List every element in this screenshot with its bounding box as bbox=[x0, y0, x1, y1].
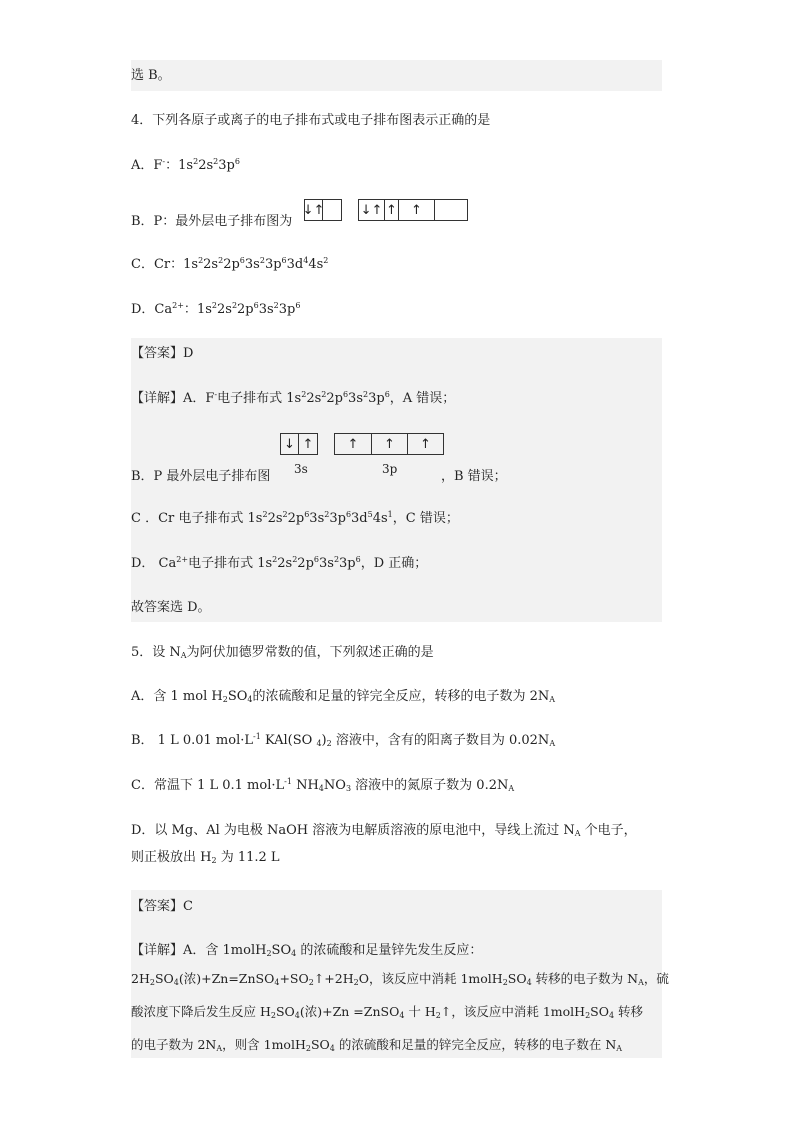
config bbox=[248, 511, 393, 526]
q5-option-c bbox=[131, 776, 514, 796]
text: A．含 1 mol H bbox=[131, 689, 223, 704]
q4-detail-c bbox=[131, 509, 459, 529]
q4-stem: 4．下列各原子或离子的电子排布式或电子排布图表示正确的是 bbox=[131, 113, 491, 128]
exp: 2 bbox=[301, 390, 307, 399]
s: A bbox=[216, 1044, 223, 1053]
orbital-cell bbox=[399, 200, 435, 220]
text: 【详解】A．含 1molH bbox=[131, 943, 267, 958]
orb: 3p bbox=[368, 391, 385, 406]
sub: A bbox=[549, 695, 556, 704]
q5-detail-2 bbox=[131, 969, 669, 989]
sub: 4 bbox=[247, 695, 253, 704]
s: 2 bbox=[305, 1044, 311, 1053]
label: A．F bbox=[131, 158, 163, 173]
orb: 1s bbox=[178, 158, 194, 173]
exp: 2 bbox=[231, 301, 238, 310]
text: SO bbox=[227, 689, 248, 704]
exp: 6 bbox=[281, 256, 287, 265]
q4-detail-a bbox=[131, 389, 455, 409]
text: 则正极放出 H bbox=[131, 850, 212, 865]
exp: 4 bbox=[303, 256, 309, 265]
exp: 2 bbox=[198, 256, 204, 265]
t: ↑+2H bbox=[313, 971, 354, 986]
orb: 3s bbox=[244, 257, 260, 272]
sub: 4 bbox=[291, 949, 297, 958]
exp: 2 bbox=[218, 256, 224, 265]
orbital-cell bbox=[385, 200, 399, 220]
s: A bbox=[616, 1044, 623, 1053]
s: 2 bbox=[585, 1011, 591, 1020]
sub: 4 bbox=[318, 784, 324, 793]
orb: 2p bbox=[297, 556, 314, 571]
label: 【详解】A．F bbox=[131, 391, 215, 406]
orb: 2s bbox=[267, 511, 283, 526]
t: 十 H bbox=[404, 1004, 436, 1019]
q3-conclusion: 选 B。 bbox=[131, 68, 171, 83]
t: 转移 bbox=[614, 1004, 644, 1019]
orb: 3p bbox=[329, 511, 346, 526]
orb: 1s bbox=[247, 511, 263, 526]
text: 5．设 N bbox=[131, 645, 181, 660]
orb: 2p bbox=[237, 302, 254, 317]
text: 个电子， bbox=[580, 823, 637, 838]
text: 溶液中的氮原子数为 0.2N bbox=[351, 778, 509, 793]
orb: 3p bbox=[339, 556, 356, 571]
up-arrow-icon: ↑ bbox=[313, 202, 325, 218]
text: 为阿伏加德罗常数的值，下列叙述正确的是 bbox=[186, 645, 434, 660]
sup: -1 bbox=[284, 777, 292, 786]
orbital-box-3s bbox=[304, 199, 342, 221]
up-arrow-icon: ↑ bbox=[420, 436, 431, 452]
t: SO bbox=[275, 1004, 295, 1019]
orb: 3s bbox=[258, 302, 274, 317]
orb: 2s bbox=[203, 257, 219, 272]
orb: 3d bbox=[351, 511, 368, 526]
ion-charge: - bbox=[214, 390, 218, 399]
orb: 2s bbox=[198, 158, 214, 173]
exp: 2 bbox=[272, 555, 278, 564]
orb: 3d bbox=[286, 257, 304, 272]
config bbox=[286, 391, 390, 406]
t: ，硫 bbox=[643, 971, 669, 986]
orb: 2s bbox=[216, 302, 232, 317]
q4-detail-b-end: ，B 错误； bbox=[441, 469, 507, 484]
q5-detail-4 bbox=[131, 1035, 622, 1055]
t: SO bbox=[310, 1037, 330, 1052]
text: 的浓硫酸和足量的锌完全反应，转移的电子数为 2N bbox=[252, 689, 550, 704]
orbital-cell bbox=[335, 434, 372, 454]
q4-option-b: B．P：最外层电子排布图为 bbox=[131, 214, 293, 229]
exp: 6 bbox=[304, 510, 310, 519]
t: +SO bbox=[279, 971, 309, 986]
ion-charge: - bbox=[162, 157, 166, 166]
orbital-cell-empty bbox=[323, 200, 341, 220]
exp: 6 bbox=[234, 157, 240, 166]
exp: 6 bbox=[355, 555, 361, 564]
q5-stem bbox=[131, 643, 434, 663]
s: 2 bbox=[353, 978, 359, 987]
t: 2H bbox=[131, 971, 150, 986]
s: 4 bbox=[526, 978, 532, 987]
label: D． Ca bbox=[131, 556, 177, 571]
s: 2 bbox=[435, 1011, 441, 1020]
sub: A bbox=[549, 739, 556, 748]
orb: 3s bbox=[348, 391, 363, 406]
orb: 1s bbox=[257, 556, 273, 571]
exp: 6 bbox=[342, 390, 349, 399]
label-3s: 3s bbox=[294, 462, 308, 476]
orb: 4s bbox=[308, 257, 324, 272]
orb: 3p bbox=[264, 257, 282, 272]
q4-detail-d bbox=[131, 554, 427, 574]
s: A bbox=[638, 978, 644, 987]
sub: A bbox=[508, 784, 515, 793]
orb: 2p bbox=[287, 511, 305, 526]
detail-orbital-box-3p bbox=[334, 433, 444, 455]
exp: 5 bbox=[367, 510, 373, 519]
orbital-cell bbox=[408, 434, 443, 454]
q4-d-config bbox=[197, 302, 301, 317]
q5-option-a bbox=[131, 687, 555, 707]
t: O，该反应中消耗 1molH bbox=[358, 971, 503, 986]
s: 4 bbox=[274, 978, 280, 987]
config bbox=[257, 556, 361, 571]
orbital-box-3p bbox=[358, 199, 468, 221]
sub: 2 bbox=[211, 856, 217, 865]
exp: 6 bbox=[345, 510, 352, 519]
t: 的电子数为 2N bbox=[131, 1037, 217, 1052]
text: 的浓硫酸和足量锌先发生反应： bbox=[296, 943, 483, 958]
text: ) bbox=[321, 733, 327, 748]
ion-charge: 2+ bbox=[172, 301, 184, 310]
t: SO bbox=[590, 1004, 609, 1019]
exp: 2 bbox=[282, 510, 288, 519]
s: 2 bbox=[308, 978, 314, 987]
exp: 1 bbox=[387, 510, 393, 519]
exp: 6 bbox=[384, 390, 390, 399]
q4-detail-b: B．P 最外层电子排布图 bbox=[131, 469, 271, 484]
t: ↑，该反应中消耗 1molH bbox=[440, 1004, 586, 1019]
s: 2 bbox=[270, 1011, 276, 1020]
colon: ： bbox=[183, 302, 197, 317]
s: 4 bbox=[399, 1011, 405, 1020]
text: SO bbox=[271, 943, 292, 958]
t: SO bbox=[154, 971, 174, 986]
orbital-cell bbox=[302, 200, 325, 220]
s: 4 bbox=[608, 1011, 615, 1020]
q4-option-a bbox=[131, 156, 240, 176]
sub: 4 bbox=[316, 739, 322, 748]
q4-c-config bbox=[183, 257, 328, 272]
t: SO bbox=[507, 971, 527, 986]
exp: 6 bbox=[295, 301, 301, 310]
orbital-cell bbox=[299, 434, 317, 454]
t: ，则含 1molH bbox=[222, 1037, 306, 1052]
orb: 3p bbox=[218, 158, 235, 173]
sub: 3 bbox=[345, 784, 352, 793]
text: C．常温下 1 L 0.1 mol·L bbox=[131, 778, 285, 793]
detail-orbital-box-3s bbox=[280, 433, 318, 455]
exp: 2 bbox=[292, 555, 298, 564]
down-arrow-icon: ↓ bbox=[302, 202, 314, 218]
q4-a-config bbox=[178, 158, 240, 173]
orb: 2s bbox=[277, 556, 293, 571]
exp: 6 bbox=[313, 555, 319, 564]
t: (浓)+Zn =ZnSO bbox=[299, 1004, 400, 1019]
exp: 2 bbox=[262, 510, 268, 519]
q4-conclusion: 故答案选 D。 bbox=[131, 600, 211, 615]
t: (浓)+Zn=ZnSO bbox=[178, 971, 275, 986]
orb: 2s bbox=[306, 391, 322, 406]
orb: 1s bbox=[196, 302, 212, 317]
orbital-cell bbox=[281, 434, 299, 454]
text: 为 11.2 L bbox=[216, 850, 280, 865]
sup: -1 bbox=[253, 732, 261, 741]
up-arrow-icon: ↑ bbox=[411, 202, 422, 218]
orb: 3s bbox=[309, 511, 325, 526]
exp: 2 bbox=[333, 555, 340, 564]
label: C．Cr： bbox=[131, 257, 184, 272]
exp: 2 bbox=[273, 301, 279, 310]
q5-detail-1 bbox=[131, 941, 482, 961]
q4-answer: 【答案】D bbox=[131, 346, 194, 361]
text: 溶液中，含有的阳离子数目为 0.02N bbox=[331, 733, 550, 748]
orb: 2p bbox=[326, 391, 343, 406]
q5-option-d-line1 bbox=[131, 821, 637, 841]
up-arrow-icon: ↑ bbox=[302, 436, 314, 452]
text: ，C 错误； bbox=[392, 511, 459, 526]
s: 4 bbox=[173, 978, 179, 987]
colon: ： bbox=[165, 158, 179, 173]
text: NO bbox=[323, 778, 346, 793]
s: 2 bbox=[149, 978, 155, 987]
sub: 2 bbox=[266, 949, 272, 958]
orb: 3p bbox=[278, 302, 296, 317]
q5-detail-3 bbox=[131, 1002, 643, 1022]
exp: 2 bbox=[211, 301, 217, 310]
text: KAl(SO bbox=[260, 733, 317, 748]
s: 4 bbox=[329, 1044, 335, 1053]
sub: 2 bbox=[326, 739, 332, 748]
up-arrow-icon: ↑ bbox=[371, 202, 383, 218]
t: 酸浓度下降后发生反应 H bbox=[131, 1004, 271, 1019]
q5-option-b bbox=[131, 731, 555, 751]
down-arrow-icon: ↓ bbox=[284, 436, 295, 452]
up-arrow-icon: ↑ bbox=[347, 436, 359, 452]
text: B． 1 L 0.01 mol·L bbox=[131, 733, 254, 748]
orb: 2p bbox=[223, 257, 240, 272]
exp: 6 bbox=[239, 256, 245, 265]
exp: 2 bbox=[321, 390, 327, 399]
orbital-cell bbox=[372, 434, 408, 454]
exp: 2 bbox=[193, 157, 199, 166]
t: 的浓硫酸和足量的锌完全反应，转移的电子数在 N bbox=[334, 1037, 617, 1052]
label-3p: 3p bbox=[382, 462, 398, 476]
orb: 1s bbox=[183, 257, 199, 272]
sub: A bbox=[574, 829, 581, 838]
text: ，A 错误； bbox=[389, 391, 456, 406]
exp: 2 bbox=[213, 157, 219, 166]
sub: A bbox=[180, 651, 187, 660]
text: D．以 Mg、Al 为电极 NaOH 溶液为电解质溶液的原电池中，导线上流过 N bbox=[131, 823, 575, 838]
text: ，D 正确； bbox=[360, 556, 428, 571]
exp: 2 bbox=[259, 256, 265, 265]
orb: 1s bbox=[286, 391, 302, 406]
label: D．Ca bbox=[131, 302, 173, 317]
s: 4 bbox=[294, 1011, 300, 1020]
q4-option-c bbox=[131, 255, 328, 275]
shade-q3-tail bbox=[131, 60, 662, 91]
text: 电子排布式 bbox=[188, 556, 258, 571]
up-arrow-icon: ↑ bbox=[386, 202, 397, 218]
q4-option-d bbox=[131, 300, 300, 320]
exp: 2 bbox=[323, 256, 329, 265]
ion-charge: 2+ bbox=[176, 555, 189, 564]
orb: 4s bbox=[372, 511, 388, 526]
orbital-cell bbox=[359, 200, 385, 220]
q5-answer: 【答案】C bbox=[131, 899, 193, 914]
label: C ．Cr 电子排布式 bbox=[131, 511, 248, 526]
up-arrow-icon: ↑ bbox=[384, 436, 395, 452]
text: 电子排布式 bbox=[217, 391, 287, 406]
down-arrow-icon: ↓ bbox=[360, 202, 372, 218]
exp: 2 bbox=[363, 390, 369, 399]
orb: 3s bbox=[318, 556, 334, 571]
exp: 6 bbox=[253, 301, 259, 310]
sub: 2 bbox=[222, 695, 228, 704]
text: NH bbox=[291, 778, 319, 793]
exp: 2 bbox=[324, 510, 330, 519]
s: 2 bbox=[502, 978, 508, 987]
q5-option-d-line2 bbox=[131, 848, 280, 868]
t: 转移的电子数为 N bbox=[531, 971, 639, 986]
orbital-cell-empty bbox=[435, 200, 467, 220]
